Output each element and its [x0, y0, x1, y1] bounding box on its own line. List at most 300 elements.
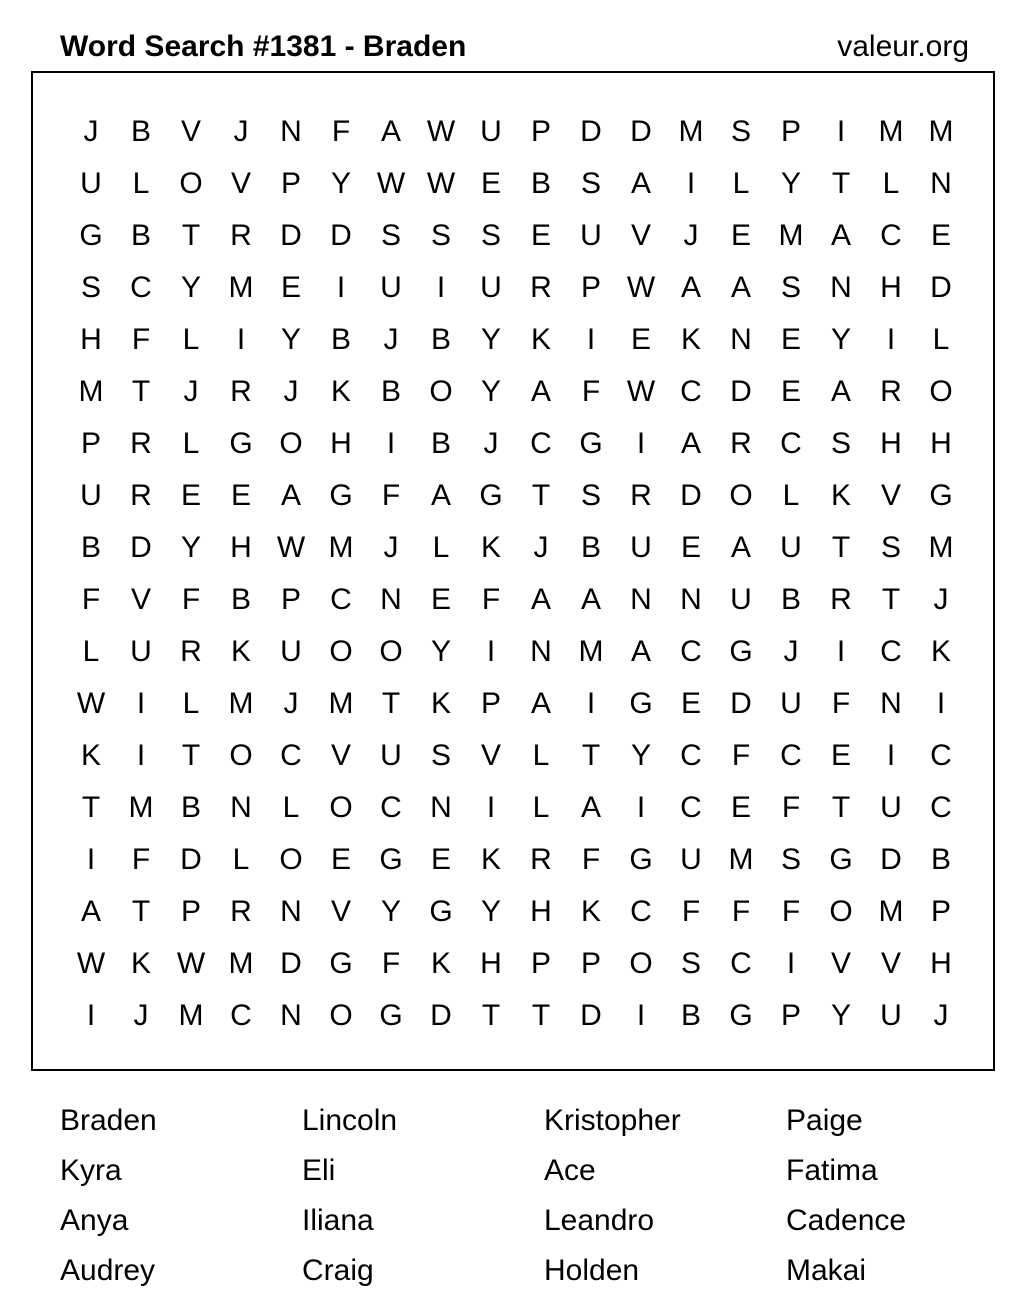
grid-cell[interactable]: O — [829, 895, 853, 928]
grid-cell[interactable]: P — [780, 999, 801, 1032]
grid-cell[interactable]: C — [680, 791, 702, 824]
grid-cell[interactable]: A — [580, 583, 601, 616]
grid-cell[interactable]: F — [481, 583, 501, 616]
grid-cell[interactable]: E — [230, 479, 251, 512]
grid-cell[interactable]: J — [383, 323, 399, 356]
grid-cell[interactable]: K — [430, 687, 451, 720]
grid-cell[interactable]: D — [130, 531, 152, 564]
grid-cell[interactable]: N — [280, 115, 302, 148]
grid-cell[interactable]: T — [581, 739, 601, 772]
grid-cell[interactable]: L — [182, 687, 200, 720]
grid-cell[interactable]: G — [479, 479, 503, 512]
grid-cell[interactable]: B — [780, 583, 801, 616]
grid-cell[interactable]: K — [330, 375, 351, 408]
grid-cell[interactable]: Y — [180, 531, 201, 564]
grid-cell[interactable]: D — [280, 219, 302, 252]
grid-cell[interactable]: D — [930, 271, 952, 304]
grid-cell[interactable]: O — [729, 479, 753, 512]
grid-cell[interactable]: J — [783, 635, 799, 668]
grid-cell[interactable]: T — [881, 583, 901, 616]
grid-cell[interactable]: K — [580, 895, 601, 928]
grid-cell[interactable]: P — [280, 583, 301, 616]
grid-cell[interactable]: N — [630, 583, 652, 616]
grid-cell[interactable]: V — [230, 167, 251, 200]
grid-cell[interactable]: L — [882, 167, 900, 200]
grid-cell[interactable]: U — [580, 219, 602, 252]
grid-cell[interactable]: I — [636, 999, 646, 1032]
grid-cell[interactable]: D — [280, 947, 302, 980]
grid-cell[interactable]: E — [680, 687, 701, 720]
grid-cell[interactable]: M — [328, 687, 354, 720]
grid-cell[interactable]: A — [580, 791, 601, 824]
grid-cell[interactable]: I — [886, 323, 896, 356]
grid-cell[interactable]: I — [836, 635, 846, 668]
grid-cell[interactable]: G — [79, 219, 103, 252]
grid-cell[interactable]: H — [80, 323, 102, 356]
grid-cell[interactable]: G — [329, 947, 353, 980]
grid-cell[interactable]: B — [380, 375, 401, 408]
grid-cell[interactable]: L — [132, 167, 150, 200]
grid-cell[interactable]: N — [880, 687, 902, 720]
grid-cell[interactable]: W — [376, 167, 406, 200]
grid-cell[interactable]: K — [680, 323, 701, 356]
grid-cell[interactable]: K — [480, 531, 501, 564]
grid-cell[interactable]: O — [229, 739, 253, 772]
grid-cell[interactable]: G — [379, 999, 403, 1032]
grid-cell[interactable]: I — [686, 167, 696, 200]
grid-cell[interactable]: F — [781, 791, 801, 824]
grid-cell[interactable]: R — [880, 375, 902, 408]
grid-cell[interactable]: E — [280, 271, 301, 304]
grid-cell[interactable]: A — [530, 375, 551, 408]
grid-cell[interactable]: I — [586, 687, 596, 720]
grid-cell[interactable]: V — [630, 219, 651, 252]
grid-cell[interactable]: N — [280, 999, 302, 1032]
grid-cell[interactable]: F — [731, 895, 751, 928]
grid-cell[interactable]: E — [630, 323, 651, 356]
grid-cell[interactable]: C — [280, 739, 302, 772]
grid-cell[interactable]: L — [182, 323, 200, 356]
grid-cell[interactable]: M — [228, 947, 254, 980]
grid-cell[interactable]: J — [933, 999, 949, 1032]
grid-cell[interactable]: M — [878, 115, 904, 148]
grid-cell[interactable]: S — [480, 219, 501, 252]
grid-cell[interactable]: K — [830, 479, 851, 512]
grid-cell[interactable]: A — [80, 895, 101, 928]
grid-cell[interactable]: M — [578, 635, 604, 668]
grid-cell[interactable]: V — [330, 739, 351, 772]
grid-cell[interactable]: L — [932, 323, 950, 356]
grid-cell[interactable]: O — [179, 167, 203, 200]
grid-cell[interactable]: C — [680, 739, 702, 772]
grid-cell[interactable]: R — [230, 219, 252, 252]
grid-cell[interactable]: U — [380, 271, 402, 304]
grid-cell[interactable]: H — [930, 947, 952, 980]
grid-cell[interactable]: P — [580, 271, 601, 304]
grid-cell[interactable]: L — [732, 167, 750, 200]
grid-cell[interactable]: Y — [480, 895, 501, 928]
grid-cell[interactable]: K — [230, 635, 251, 668]
grid-cell[interactable]: K — [480, 843, 501, 876]
grid-cell[interactable]: L — [532, 739, 550, 772]
grid-cell[interactable]: T — [531, 999, 551, 1032]
grid-cell[interactable]: E — [930, 219, 951, 252]
grid-cell[interactable]: L — [82, 635, 100, 668]
grid-cell[interactable]: I — [386, 427, 396, 460]
grid-cell[interactable]: A — [830, 375, 851, 408]
grid-cell[interactable]: G — [329, 479, 353, 512]
grid-cell[interactable]: F — [581, 843, 601, 876]
grid-cell[interactable]: T — [831, 531, 851, 564]
grid-cell[interactable]: U — [80, 167, 102, 200]
grid-cell[interactable]: V — [480, 739, 501, 772]
grid-cell[interactable]: W — [176, 947, 206, 980]
grid-cell[interactable]: S — [730, 115, 751, 148]
grid-cell[interactable]: E — [780, 375, 801, 408]
grid-cell[interactable]: U — [480, 271, 502, 304]
grid-cell[interactable]: M — [928, 115, 954, 148]
grid-cell[interactable]: H — [230, 531, 252, 564]
grid-cell[interactable]: Y — [380, 895, 401, 928]
grid-cell[interactable]: E — [730, 219, 751, 252]
grid-cell[interactable]: I — [486, 635, 496, 668]
grid-cell[interactable]: V — [830, 947, 851, 980]
grid-cell[interactable]: A — [630, 635, 651, 668]
grid-cell[interactable]: F — [81, 583, 101, 616]
grid-cell[interactable]: W — [76, 947, 106, 980]
grid-cell[interactable]: K — [130, 947, 151, 980]
grid-cell[interactable]: E — [430, 843, 451, 876]
grid-cell[interactable]: H — [880, 427, 902, 460]
grid-cell[interactable]: I — [86, 843, 96, 876]
grid-cell[interactable]: M — [678, 115, 704, 148]
grid-cell[interactable]: K — [530, 323, 551, 356]
grid-cell[interactable]: M — [228, 687, 254, 720]
grid-cell[interactable]: R — [530, 843, 552, 876]
grid-cell[interactable]: E — [430, 583, 451, 616]
grid-cell[interactable]: J — [933, 583, 949, 616]
grid-cell[interactable]: F — [181, 583, 201, 616]
grid-cell[interactable]: Y — [830, 999, 851, 1032]
grid-cell[interactable]: K — [80, 739, 101, 772]
grid-cell[interactable]: G — [729, 999, 753, 1032]
grid-cell[interactable]: B — [130, 115, 151, 148]
grid-cell[interactable]: D — [580, 115, 602, 148]
grid-cell[interactable]: O — [329, 999, 353, 1032]
grid-cell[interactable]: I — [936, 687, 946, 720]
grid-cell[interactable]: G — [629, 687, 653, 720]
grid-cell[interactable]: F — [731, 739, 751, 772]
grid-cell[interactable]: I — [86, 999, 96, 1032]
grid-cell[interactable]: J — [133, 999, 149, 1032]
grid-cell[interactable]: G — [429, 895, 453, 928]
grid-cell[interactable]: C — [130, 271, 152, 304]
grid-cell[interactable]: W — [426, 115, 456, 148]
grid-cell[interactable]: U — [280, 635, 302, 668]
grid-cell[interactable]: C — [330, 583, 352, 616]
grid-cell[interactable]: I — [486, 791, 496, 824]
grid-cell[interactable]: E — [530, 219, 551, 252]
grid-cell[interactable]: V — [180, 115, 201, 148]
grid-cell[interactable]: B — [430, 427, 451, 460]
grid-cell[interactable]: A — [730, 531, 751, 564]
grid-cell[interactable]: L — [182, 427, 200, 460]
grid-cell[interactable]: R — [630, 479, 652, 512]
grid-cell[interactable]: G — [229, 427, 253, 460]
grid-cell[interactable]: H — [930, 427, 952, 460]
grid-cell[interactable]: L — [532, 791, 550, 824]
grid-cell[interactable]: Y — [330, 167, 351, 200]
grid-cell[interactable]: J — [233, 115, 249, 148]
grid-cell[interactable]: A — [680, 271, 701, 304]
grid-cell[interactable]: P — [780, 115, 801, 148]
grid-cell[interactable]: B — [80, 531, 101, 564]
grid-cell[interactable]: V — [880, 947, 901, 980]
grid-cell[interactable]: G — [729, 635, 753, 668]
grid-cell[interactable]: N — [530, 635, 552, 668]
grid-cell[interactable]: S — [780, 271, 801, 304]
grid-cell[interactable]: U — [380, 739, 402, 772]
grid-cell[interactable]: G — [379, 843, 403, 876]
grid-cell[interactable]: C — [380, 791, 402, 824]
grid-cell[interactable]: A — [380, 115, 401, 148]
grid-cell[interactable]: C — [680, 375, 702, 408]
grid-cell[interactable]: U — [780, 531, 802, 564]
grid-cell[interactable]: G — [829, 843, 853, 876]
grid-cell[interactable]: M — [878, 895, 904, 928]
grid-cell[interactable]: A — [430, 479, 451, 512]
grid-cell[interactable]: U — [880, 999, 902, 1032]
grid-cell[interactable]: S — [430, 219, 451, 252]
grid-cell[interactable]: L — [782, 479, 800, 512]
grid-cell[interactable]: S — [780, 843, 801, 876]
grid-cell[interactable]: J — [533, 531, 549, 564]
grid-cell[interactable]: I — [136, 687, 146, 720]
grid-cell[interactable]: P — [280, 167, 301, 200]
grid-cell[interactable]: I — [586, 323, 596, 356]
grid-cell[interactable]: C — [780, 739, 802, 772]
grid-cell[interactable]: E — [330, 843, 351, 876]
grid-cell[interactable]: P — [930, 895, 951, 928]
grid-cell[interactable]: B — [930, 843, 951, 876]
grid-cell[interactable]: B — [430, 323, 451, 356]
grid-cell[interactable]: S — [80, 271, 101, 304]
grid-cell[interactable]: P — [580, 947, 601, 980]
grid-cell[interactable]: T — [131, 895, 151, 928]
grid-cell[interactable]: E — [480, 167, 501, 200]
grid-cell[interactable]: K — [930, 635, 951, 668]
grid-cell[interactable]: D — [880, 843, 902, 876]
grid-cell[interactable]: C — [730, 947, 752, 980]
grid-cell[interactable]: Y — [780, 167, 801, 200]
grid-cell[interactable]: J — [283, 687, 299, 720]
grid-cell[interactable]: C — [880, 219, 902, 252]
grid-cell[interactable]: D — [330, 219, 352, 252]
grid-cell[interactable]: Y — [830, 323, 851, 356]
grid-cell[interactable]: M — [328, 531, 354, 564]
grid-cell[interactable]: J — [283, 375, 299, 408]
grid-cell[interactable]: M — [178, 999, 204, 1032]
grid-cell[interactable]: L — [432, 531, 450, 564]
grid-cell[interactable]: V — [330, 895, 351, 928]
grid-cell[interactable]: E — [830, 739, 851, 772]
grid-cell[interactable]: P — [530, 947, 551, 980]
grid-cell[interactable]: N — [230, 791, 252, 824]
grid-cell[interactable]: S — [430, 739, 451, 772]
grid-cell[interactable]: U — [130, 635, 152, 668]
grid-cell[interactable]: C — [880, 635, 902, 668]
grid-cell[interactable]: D — [180, 843, 202, 876]
grid-cell[interactable]: Y — [280, 323, 301, 356]
grid-cell[interactable]: I — [636, 791, 646, 824]
grid-cell[interactable]: T — [531, 479, 551, 512]
grid-cell[interactable]: M — [778, 219, 804, 252]
grid-cell[interactable]: W — [626, 271, 656, 304]
grid-cell[interactable]: L — [282, 791, 300, 824]
grid-cell[interactable]: H — [480, 947, 502, 980]
grid-cell[interactable]: D — [680, 479, 702, 512]
grid-cell[interactable]: R — [130, 427, 152, 460]
grid-cell[interactable]: S — [680, 947, 701, 980]
grid-cell[interactable]: T — [181, 219, 201, 252]
grid-cell[interactable]: J — [183, 375, 199, 408]
grid-cell[interactable]: O — [429, 375, 453, 408]
grid-cell[interactable]: U — [880, 791, 902, 824]
grid-cell[interactable]: R — [130, 479, 152, 512]
grid-cell[interactable]: I — [836, 115, 846, 148]
grid-cell[interactable]: D — [630, 115, 652, 148]
grid-cell[interactable]: K — [430, 947, 451, 980]
grid-cell[interactable]: U — [80, 479, 102, 512]
grid-cell[interactable]: D — [730, 687, 752, 720]
grid-cell[interactable]: F — [381, 947, 401, 980]
grid-cell[interactable]: B — [680, 999, 701, 1032]
grid-cell[interactable]: J — [83, 115, 99, 148]
grid-cell[interactable]: F — [131, 323, 151, 356]
grid-cell[interactable]: B — [230, 583, 251, 616]
grid-cell[interactable]: O — [329, 791, 353, 824]
grid-cell[interactable]: C — [230, 999, 252, 1032]
grid-cell[interactable]: N — [680, 583, 702, 616]
grid-cell[interactable]: F — [681, 895, 701, 928]
grid-cell[interactable]: S — [380, 219, 401, 252]
grid-cell[interactable]: O — [379, 635, 403, 668]
grid-cell[interactable]: V — [880, 479, 901, 512]
grid-cell[interactable]: W — [426, 167, 456, 200]
grid-cell[interactable]: A — [730, 271, 751, 304]
grid-cell[interactable]: D — [430, 999, 452, 1032]
grid-cell[interactable]: A — [280, 479, 301, 512]
grid-cell[interactable]: A — [530, 687, 551, 720]
grid-cell[interactable]: F — [381, 479, 401, 512]
grid-cell[interactable]: G — [579, 427, 603, 460]
grid-cell[interactable]: I — [236, 323, 246, 356]
grid-cell[interactable]: B — [580, 531, 601, 564]
grid-cell[interactable]: B — [130, 219, 151, 252]
grid-cell[interactable]: M — [728, 843, 754, 876]
grid-cell[interactable]: O — [329, 635, 353, 668]
grid-cell[interactable]: O — [279, 843, 303, 876]
grid-cell[interactable]: M — [928, 531, 954, 564]
grid-cell[interactable]: W — [626, 375, 656, 408]
grid-cell[interactable]: T — [381, 687, 401, 720]
grid-cell[interactable]: H — [530, 895, 552, 928]
grid-cell[interactable]: U — [680, 843, 702, 876]
grid-cell[interactable]: A — [830, 219, 851, 252]
grid-cell[interactable]: R — [830, 583, 852, 616]
grid-cell[interactable]: I — [886, 739, 896, 772]
grid-cell[interactable]: A — [630, 167, 651, 200]
grid-cell[interactable]: H — [880, 271, 902, 304]
grid-cell[interactable]: P — [180, 895, 201, 928]
grid-cell[interactable]: T — [131, 375, 151, 408]
grid-cell[interactable]: S — [580, 479, 601, 512]
grid-cell[interactable]: G — [629, 843, 653, 876]
grid-cell[interactable]: B — [530, 167, 551, 200]
grid-cell[interactable]: R — [530, 271, 552, 304]
grid-cell[interactable]: Y — [180, 271, 201, 304]
grid-cell[interactable]: I — [436, 271, 446, 304]
grid-cell[interactable]: Y — [630, 739, 651, 772]
grid-cell[interactable]: J — [483, 427, 499, 460]
grid-cell[interactable]: W — [276, 531, 306, 564]
grid-cell[interactable]: P — [480, 687, 501, 720]
grid-cell[interactable]: T — [481, 999, 501, 1032]
grid-cell[interactable]: M — [78, 375, 104, 408]
grid-cell[interactable]: B — [330, 323, 351, 356]
grid-cell[interactable]: S — [830, 427, 851, 460]
grid-cell[interactable]: R — [230, 375, 252, 408]
grid-cell[interactable]: O — [929, 375, 953, 408]
grid-cell[interactable]: F — [781, 895, 801, 928]
grid-cell[interactable]: C — [930, 791, 952, 824]
grid-cell[interactable]: C — [780, 427, 802, 460]
grid-cell[interactable]: N — [380, 583, 402, 616]
grid-cell[interactable]: P — [530, 115, 551, 148]
grid-cell[interactable]: A — [680, 427, 701, 460]
grid-cell[interactable]: P — [80, 427, 101, 460]
grid-cell[interactable]: E — [180, 479, 201, 512]
grid-cell[interactable]: Y — [480, 323, 501, 356]
grid-cell[interactable]: J — [683, 219, 699, 252]
grid-cell[interactable]: N — [280, 895, 302, 928]
grid-cell[interactable]: C — [630, 895, 652, 928]
grid-cell[interactable]: N — [730, 323, 752, 356]
grid-cell[interactable]: N — [930, 167, 952, 200]
grid-cell[interactable]: F — [581, 375, 601, 408]
grid-cell[interactable]: U — [480, 115, 502, 148]
grid-cell[interactable]: N — [430, 791, 452, 824]
grid-cell[interactable]: D — [580, 999, 602, 1032]
grid-cell[interactable]: T — [831, 791, 851, 824]
grid-cell[interactable]: E — [780, 323, 801, 356]
grid-cell[interactable]: Y — [430, 635, 451, 668]
grid-cell[interactable]: G — [929, 479, 953, 512]
grid-cell[interactable]: N — [830, 271, 852, 304]
grid-cell[interactable]: T — [831, 167, 851, 200]
grid-cell[interactable]: L — [232, 843, 250, 876]
grid-cell[interactable]: S — [580, 167, 601, 200]
grid-cell[interactable]: E — [680, 531, 701, 564]
grid-cell[interactable]: M — [128, 791, 154, 824]
grid-cell[interactable]: U — [630, 531, 652, 564]
grid-cell[interactable]: D — [730, 375, 752, 408]
grid-cell[interactable]: I — [336, 271, 346, 304]
grid-cell[interactable]: O — [629, 947, 653, 980]
grid-cell[interactable]: R — [180, 635, 202, 668]
grid-cell[interactable]: F — [831, 687, 851, 720]
grid-cell[interactable]: R — [230, 895, 252, 928]
